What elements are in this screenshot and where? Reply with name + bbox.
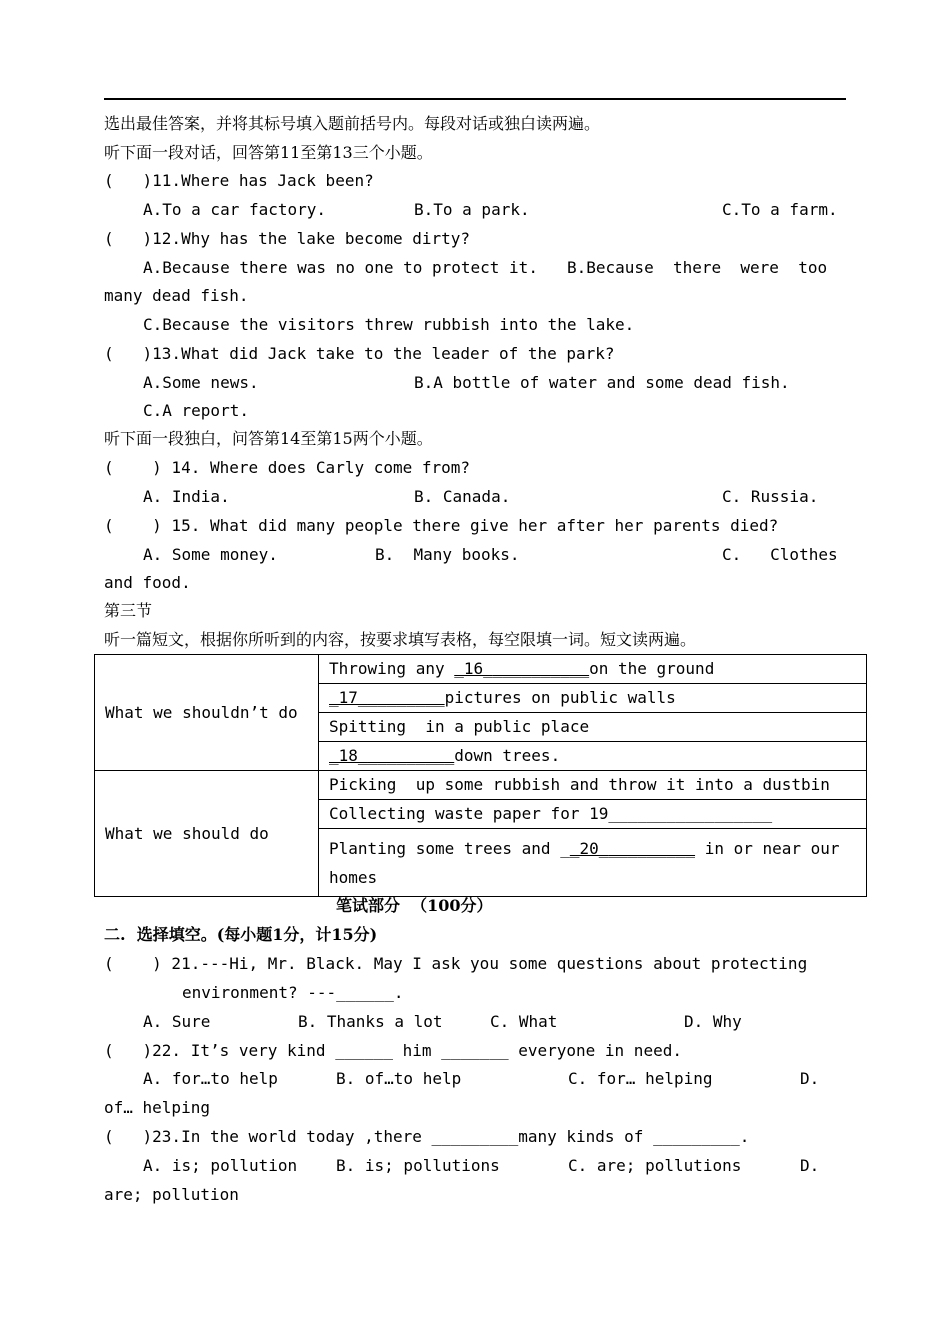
q21-option-d: D. Why [684, 1012, 742, 1031]
q12-option-c: C.Because the visitors threw rubbish into the lake. [143, 315, 635, 334]
table-row-20 [319, 829, 867, 897]
q15-option-a: A. Some money. [143, 545, 278, 564]
table-row-17 [319, 684, 867, 713]
header-rule [104, 98, 846, 100]
intro-instruction: 选出最佳答案，并将其标号填入题前括号内。每段对话或独白读两遍。 [104, 114, 601, 133]
q22-option-a: A. for…to help [143, 1069, 278, 1088]
q12-option-a: A.Because there was no one to protect it. [143, 258, 538, 277]
q12-option-b: B.Because there were too [567, 258, 828, 277]
q23-stem: ( )23.In the world today ,there _________many kinds of _________. [104, 1127, 750, 1146]
q12-option-b-cont: many dead fish. [104, 286, 249, 305]
row20-suffix: in or near our [695, 839, 840, 858]
written-part-title: 笔试部分 （100分） [336, 896, 493, 915]
fill-in-table [94, 654, 867, 897]
q21-stem-cont: environment? ---______. [182, 983, 404, 1002]
q13-stem: ( )13.What did Jack take to the leader of the park? [104, 344, 615, 363]
q23-option-d: D. [800, 1156, 820, 1175]
q14-option-c: C. Russia. [722, 487, 819, 506]
should-do-label: What we should do [95, 771, 319, 897]
q22-option-b: B. of…to help [336, 1069, 462, 1088]
q21-option-b: B. Thanks a lot [298, 1012, 443, 1031]
q15-stem: ( ) 15. What did many people there give her after her parents died? [104, 516, 779, 535]
blank-20: _20_ [569, 839, 609, 858]
q23-option-d-cont: are; pollution [104, 1185, 239, 1204]
q21-stem: ( ) 21.---Hi, Mr. Black. May I ask you some questions about protecting [104, 954, 808, 973]
q15-option-c-cont: and food. [104, 573, 191, 592]
dialogue-instruction: 听下面一段对话，回答第11至第13三个小题。 [104, 143, 433, 162]
q22-option-d-cont: of… helping [104, 1098, 210, 1117]
section3-instruction: 听一篇短文，根据你所听到的内容，按要求填写表格，每空限填一词。短文读两遍。 [104, 630, 697, 649]
q11-stem: ( )11.Where has Jack been? [104, 171, 374, 190]
q22-option-d: D. [800, 1069, 820, 1088]
q12-stem: ( )12.Why has the lake become dirty? [104, 229, 471, 248]
row16-prefix: Throwing any [329, 659, 455, 678]
q15-option-c: C. Clothes [722, 545, 838, 564]
blank-16: _16_ [454, 659, 493, 678]
q21-option-c: C. What [490, 1012, 558, 1031]
table-row-18 [319, 742, 867, 771]
row16-suffix: on the ground [589, 659, 715, 678]
q14-stem: ( ) 14. Where does Carly come from? [104, 458, 471, 477]
section3-title: 第三节 [104, 601, 153, 620]
q13-option-a: A.Some news. [143, 373, 259, 392]
monologue-instruction: 听下面一段独白，问答第14至第15两个小题。 [104, 429, 433, 448]
blank-20-line: _________ [608, 839, 696, 858]
q22-stem: ( )22. It’s very kind ______ him _______ everyone in need. [104, 1041, 682, 1060]
q13-option-b: B.A bottle of water and some dead fish. [414, 373, 790, 392]
blank-17: _17_ [329, 688, 368, 707]
q15-option-b: B. Many books. [375, 545, 520, 564]
q14-option-b: B. Canada. [414, 487, 511, 506]
q14-option-a: A. India. [143, 487, 230, 506]
q11-option-a: A.To a car factory. [143, 200, 327, 219]
q21-option-a: A. Sure [143, 1012, 211, 1031]
table-row-picking: Picking up some rubbish and throw it into a dustbin [319, 771, 867, 800]
row18-suffix: down trees. [454, 746, 561, 765]
blank-18: _18_ [329, 746, 368, 765]
blank-18-line: _________ [367, 746, 455, 765]
q11-option-c: C.To a farm. [722, 200, 838, 219]
q22-option-c: C. for… helping [568, 1069, 713, 1088]
q11-option-b: B.To a park. [414, 200, 530, 219]
q23-option-a: A. is; pollution [143, 1156, 298, 1175]
table-row-spitting: Spitting in a public place [319, 713, 867, 742]
table-row-19: Collecting waste paper for 19_________________ [319, 800, 867, 829]
q23-option-b: B. is; pollutions [336, 1156, 500, 1175]
q13-option-c: C.A report. [143, 401, 249, 420]
row17-suffix: pictures on public walls [444, 688, 676, 707]
row20-prefix: Planting some trees and _ [329, 839, 570, 858]
shouldnt-do-label: What we shouldn’t do [95, 655, 319, 771]
table-row-16 [319, 655, 867, 684]
blank-16-line: __________ [492, 659, 590, 678]
row20-cont: homes [329, 868, 378, 887]
q23-option-c: C. are; pollutions [568, 1156, 742, 1175]
part2-title: 二. 选择填空。(每小题1分，计15分) [104, 925, 378, 944]
blank-17-line: ________ [367, 688, 445, 707]
